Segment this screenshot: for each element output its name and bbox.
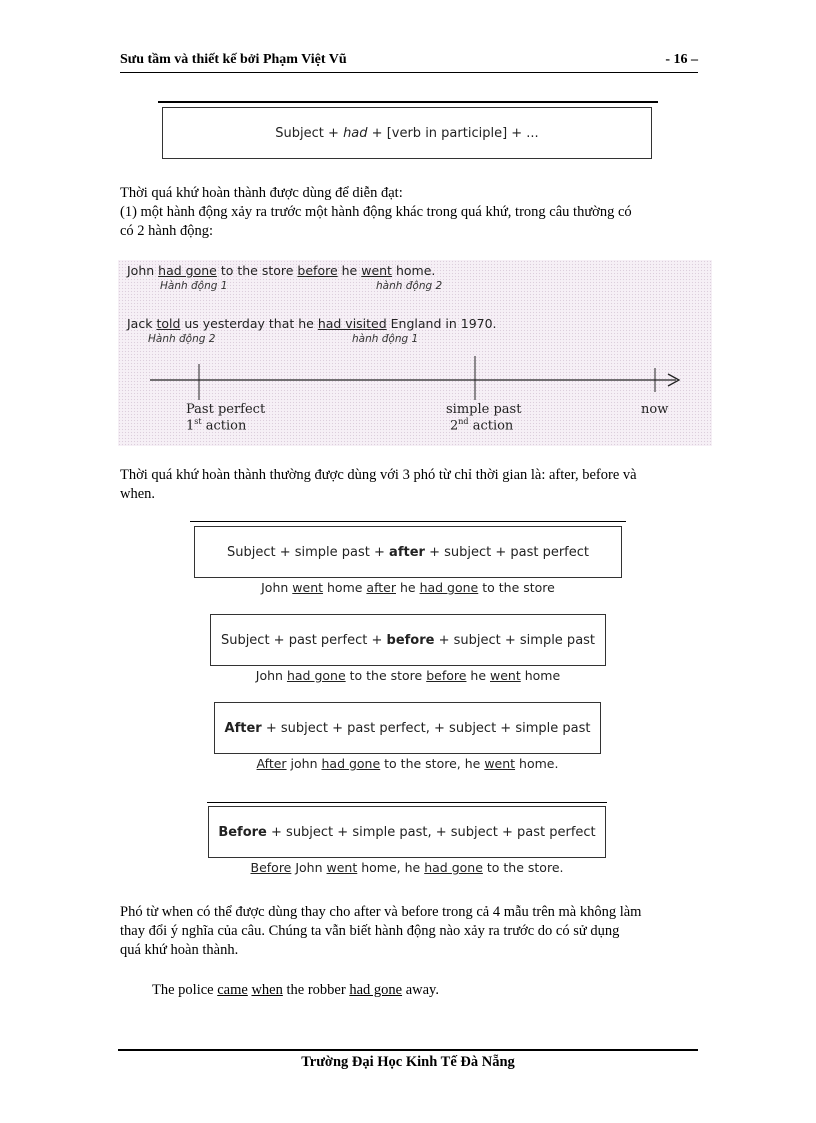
rule-example-2: John had gone to the store before he went home	[255, 668, 561, 683]
formula-text: Subject +	[275, 125, 339, 141]
paragraph-2	[120, 466, 700, 504]
action-label: hành động 1	[352, 333, 419, 345]
formula-box	[162, 107, 652, 159]
para-line: Phó từ when có thể được dùng thay cho after và before trong cả 4 mẫu trên mà không làm	[120, 904, 642, 920]
header-author: Sưu tầm và thiết kế bởi Phạm Việt Vũ	[120, 52, 347, 67]
action-label: hành động 2	[376, 280, 443, 292]
para-line: quá khứ hoàn thành.	[120, 942, 239, 958]
para-line: (1) một hành động xảy ra trước một hành động khác trong quá khứ, trong câu thường có	[120, 204, 632, 220]
tick-label-simple-past: simple past 2nd action	[446, 402, 522, 434]
rule-box-before: Subject + past perfect + before + subject + simple past	[210, 614, 606, 666]
divider	[190, 521, 626, 522]
timeline-diagram	[118, 260, 712, 446]
para-line: có 2 hành động:	[120, 223, 214, 239]
rule-example-3: After john had gone to the store, he went home.	[256, 756, 559, 771]
rule-example-4: Before John went home, he had gone to the store.	[250, 860, 564, 875]
paragraph-1	[120, 184, 700, 241]
divider	[207, 802, 607, 803]
formula-had: had	[343, 125, 368, 141]
divider	[158, 101, 658, 103]
example-sentence-2: Jack told us yesterday that he had visited England in 1970.	[127, 316, 497, 331]
page-header	[120, 52, 698, 73]
paragraph-3	[120, 903, 700, 960]
rule-box-after-comma: After + subject + past perfect, + subject + simple past	[214, 702, 601, 754]
rule-example-1: John went home after he had gone to the store	[261, 580, 555, 595]
page-number: - 16 –	[665, 52, 698, 67]
para-line: Thời quá khứ hoàn thành thường được dùng với 3 phó từ chỉ thời gian là: after, before và	[120, 467, 637, 483]
final-example: The police came when the robber had gone away.	[152, 982, 439, 998]
rule-box-after: Subject + simple past + after + subject + past perfect	[194, 526, 622, 578]
tick-label-past-perfect: Past perfect 1st action	[186, 402, 266, 434]
para-line: Thời quá khứ hoàn thành được dùng để diễn đạt:	[120, 185, 403, 201]
example-sentence-1: John had gone to the store before he went home.	[127, 263, 436, 278]
para-line: when.	[120, 486, 156, 502]
page-footer: Trường Đại Học Kinh Tế Đà Nẵng	[301, 1054, 515, 1070]
formula-text-2: + [verb in participle] + ...	[371, 125, 539, 141]
action-label: Hành động 1	[160, 280, 228, 292]
footer-divider	[118, 1049, 698, 1051]
rule-box-before-comma: Before + subject + simple past, + subject + past perfect	[208, 806, 606, 858]
para-line: thay đổi ý nghĩa của câu. Chúng ta vẫn biết hành động nào xảy ra trước do có sử dụng	[120, 923, 620, 939]
action-label: Hành động 2	[148, 333, 216, 345]
tick-label-now: now	[641, 402, 669, 417]
